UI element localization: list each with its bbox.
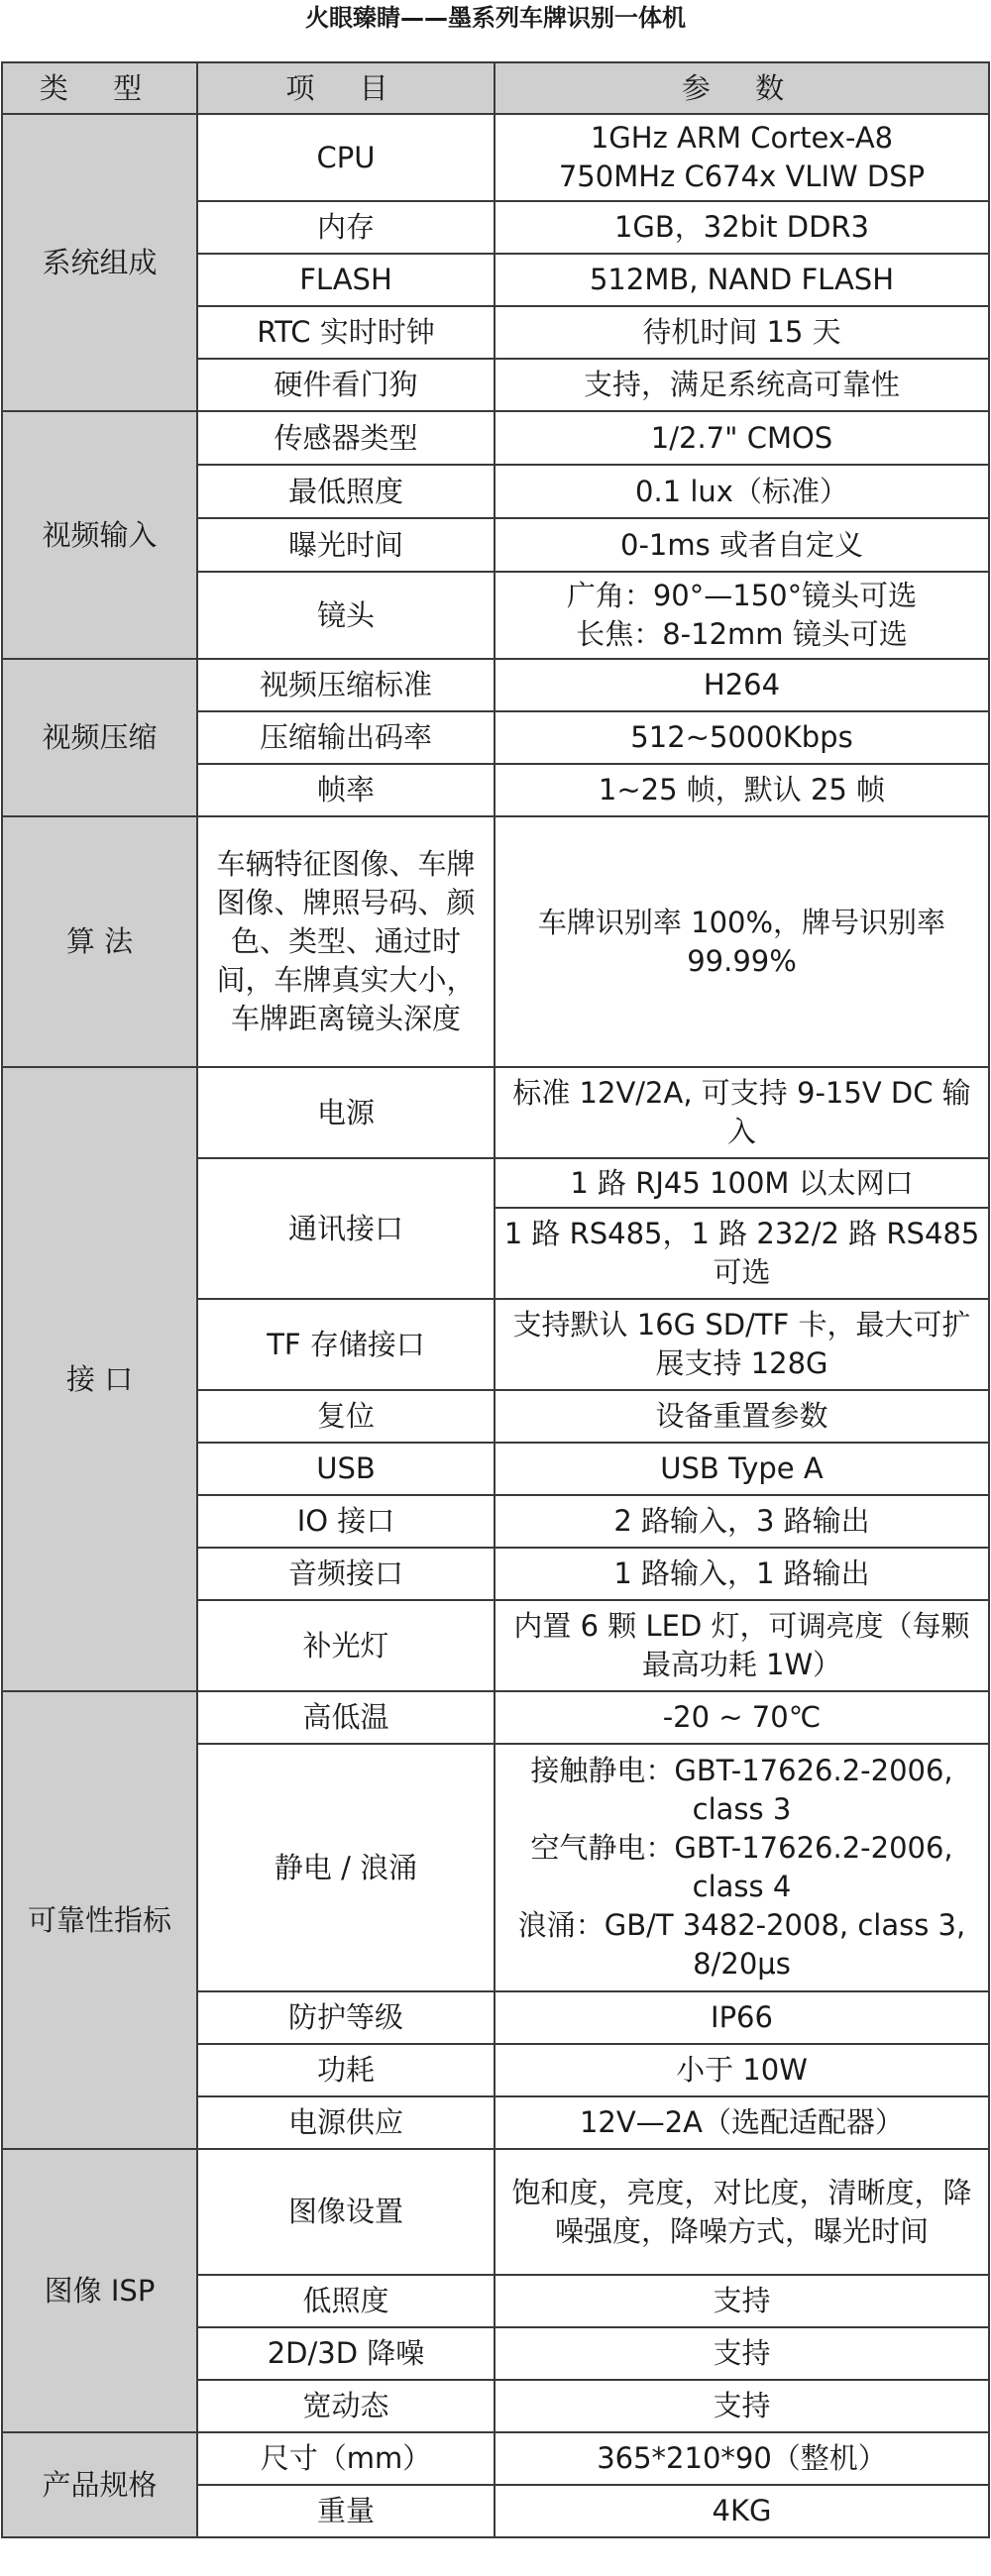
param-cell: USB Type A [495,1443,989,1495]
item-cell: 补光灯 [197,1600,495,1691]
param-cell: 标准 12V/2A, 可支持 9-15V DC 输入 [495,1067,989,1158]
item-cell: 最低照度 [197,465,495,518]
table-row [2,1691,989,1744]
item-cell: 音频接口 [197,1548,495,1600]
item-cell: 静电 / 浪涌 [197,1744,495,1991]
param-cell: 1GHz ARM Cortex-A8 750MHz C674x VLIW DSP [495,114,989,201]
param-cell: 4KG [495,2485,989,2537]
param-cell: 12V—2A（选配适配器） [495,2096,989,2149]
item-cell: RTC 实时时钟 [197,306,495,359]
category-cell: 视频压缩 [2,659,197,816]
item-cell: 重量 [197,2485,495,2537]
item-cell: 尺寸（mm） [197,2432,495,2485]
param-cell: 支持 [495,2380,989,2432]
item-cell: 内存 [197,201,495,254]
item-cell: USB [197,1443,495,1495]
category-cell: 算 法 [2,816,197,1067]
header-type: 类 型 [2,62,197,114]
item-cell: IO 接口 [197,1495,495,1548]
item-cell: 车辆特征图像、车牌图像、牌照号码、颜色、类型、通过时间，车牌真实大小，车牌距离镜头深度 [197,816,495,1067]
spec-table [1,61,990,2538]
item-cell: 曝光时间 [197,518,495,572]
item-cell: 镜头 [197,572,495,659]
category-cell: 视频输入 [2,411,197,659]
param-cell: 广角：90°—150°镜头可选 长焦：8-12mm 镜头可选 [495,572,989,659]
category-cell: 接 口 [2,1067,197,1691]
param-cell: 饱和度，亮度，对比度，清晰度，降噪强度，降噪方式，曝光时间 [495,2149,989,2275]
param-cell: 365*210*90（整机） [495,2432,989,2485]
table-row [2,816,989,1067]
header-param: 参 数 [495,62,989,114]
item-cell: 通讯接口 [197,1158,495,1299]
item-cell: TF 存储接口 [197,1299,495,1390]
param-cell: 0-1ms 或者自定义 [495,518,989,572]
table-row [2,114,989,201]
param-cell: 0.1 lux（标准） [495,465,989,518]
param-cell: 1GB，32bit DDR3 [495,201,989,254]
header-item: 项 目 [197,62,495,114]
param-cell: 设备重置参数 [495,1390,989,1443]
item-cell: 2D/3D 降噪 [197,2327,495,2380]
item-cell: 硬件看门狗 [197,359,495,411]
item-cell: 电源供应 [197,2096,495,2149]
item-cell: 帧率 [197,764,495,816]
param-cell: 2 路输入，3 路输出 [495,1495,989,1548]
param-cell: 1/2.7" CMOS [495,411,989,465]
param-cell: 支持 [495,2327,989,2380]
param-cell: 1 路输入，1 路输出 [495,1548,989,1600]
param-cell: -20 ~ 70℃ [495,1691,989,1744]
param-cell: 512~5000Kbps [495,711,989,764]
param-cell: IP66 [495,1991,989,2044]
param-cell: 接触静电：GBT-17626.2-2006, class 3 空气静电：GBT-17626.2-2006, class 4 浪涌：GB/T 3482-2008, class 3, 8/20μs [495,1744,989,1991]
param-cell: H264 [495,659,989,711]
item-cell: 压缩输出码率 [197,711,495,764]
table-row [2,1067,989,1158]
param-cell: 内置 6 颗 LED 灯，可调亮度（每颗最高功耗 1W） [495,1600,989,1691]
header-row [2,62,989,114]
item-cell: 防护等级 [197,1991,495,2044]
item-cell: CPU [197,114,495,201]
param-cell: 支持 [495,2275,989,2327]
item-cell: 传感器类型 [197,411,495,465]
item-cell: 电源 [197,1067,495,1158]
param-cell: 支持默认 16G SD/TF 卡，最大可扩展支持 128G [495,1299,989,1390]
param-cell: 512MB, NAND FLASH [495,254,989,306]
category-cell: 可靠性指标 [2,1691,197,2149]
param-cell: 待机时间 15 天 [495,306,989,359]
category-cell: 产品规格 [2,2432,197,2537]
spec-body [2,114,989,2537]
table-row [2,2149,989,2275]
item-cell: 图像设置 [197,2149,495,2275]
item-cell: 功耗 [197,2044,495,2096]
param-cell: 1~25 帧，默认 25 帧 [495,764,989,816]
item-cell: 视频压缩标准 [197,659,495,711]
category-cell: 图像 ISP [2,2149,197,2432]
item-cell: 宽动态 [197,2380,495,2432]
param-cell: 小于 10W [495,2044,989,2096]
param-cell: 车牌识别率 100%，牌号识别率 99.99% [495,816,989,1067]
item-cell: 低照度 [197,2275,495,2327]
item-cell: FLASH [197,254,495,306]
table-row [2,659,989,711]
item-cell: 复位 [197,1390,495,1443]
table-row [2,2432,989,2485]
param-cell: 1 路 RJ45 100M 以太网口 [495,1158,989,1208]
document-title: 火眼臻睛——墨系列车牌识别一体机 [305,4,686,32]
param-cell: 支持，满足系统高可靠性 [495,359,989,411]
category-cell: 系统组成 [2,114,197,411]
item-cell: 高低温 [197,1691,495,1744]
param-cell: 1 路 RS485，1 路 232/2 路 RS485 可选 [495,1208,989,1299]
table-row [2,411,989,465]
